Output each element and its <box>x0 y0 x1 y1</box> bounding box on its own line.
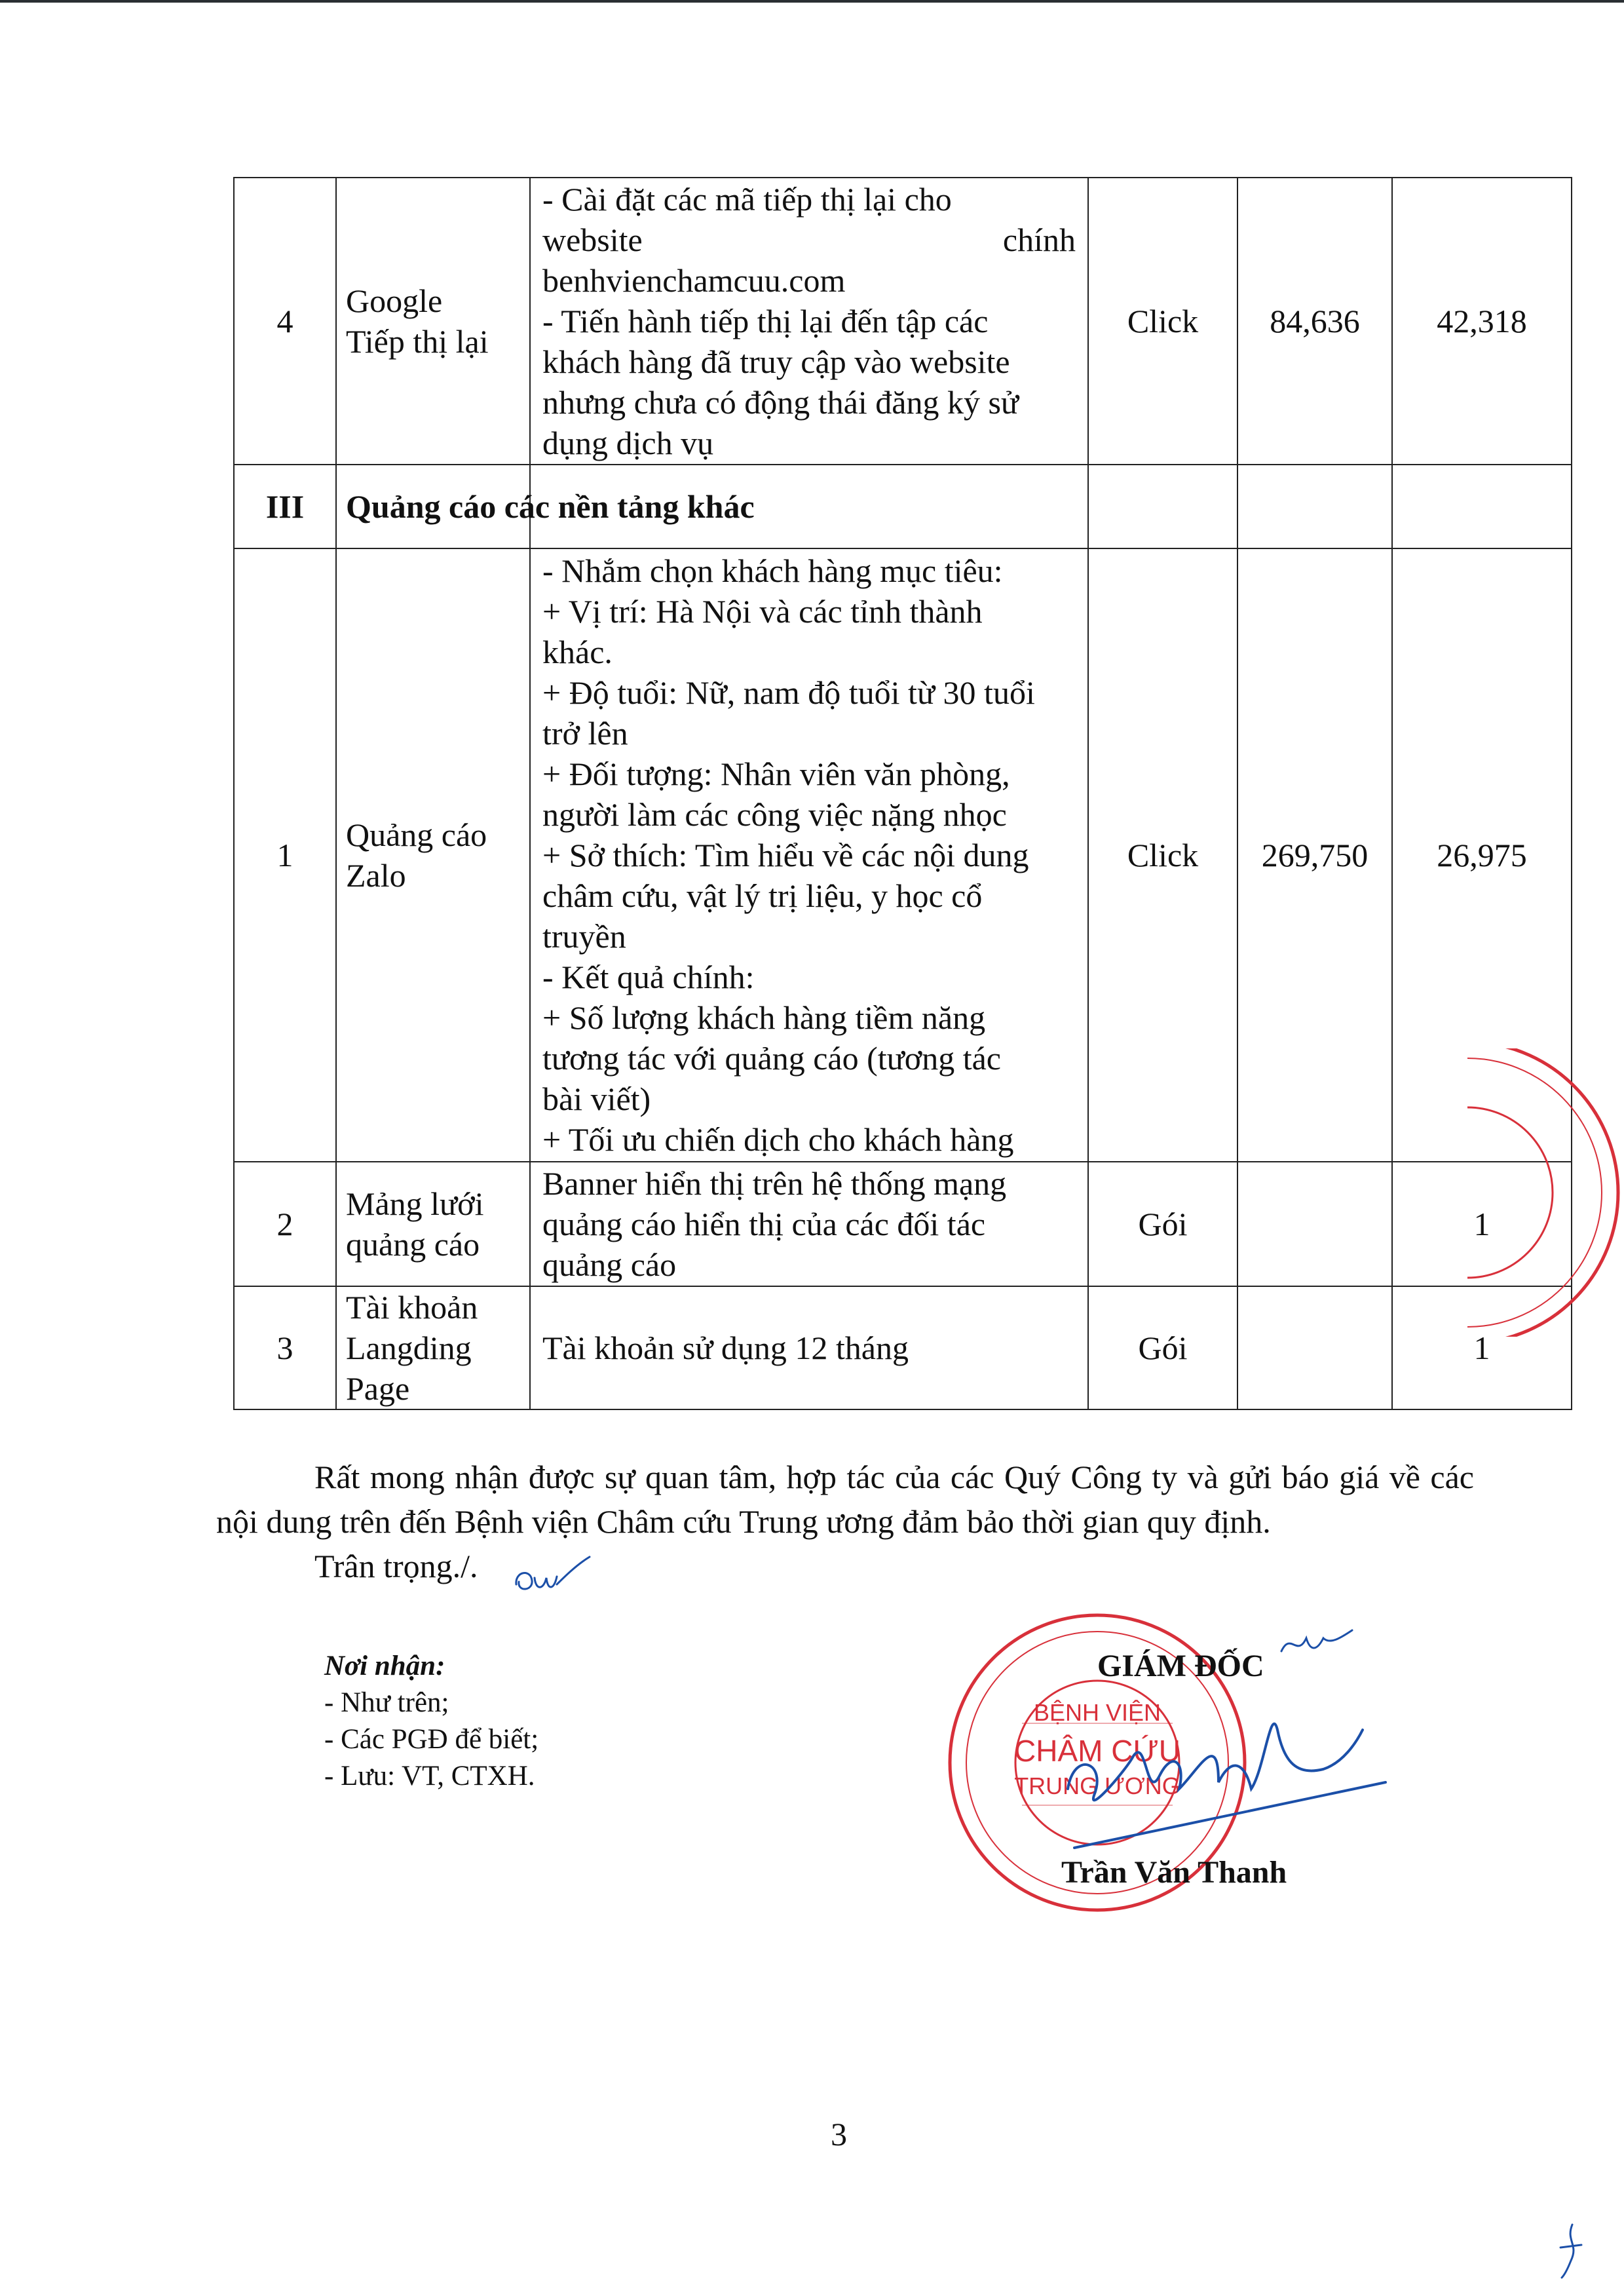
cell-item <box>336 1286 530 1409</box>
description-line: - Cài đặt các mã tiếp thị lại cho <box>542 181 952 218</box>
cell-unit: Click <box>1088 548 1237 1162</box>
description-line: + Tối ưu chiến dịch cho khách hàng <box>542 1121 1014 1158</box>
closing-paragraph: Rất mong nhận được sự quan tâm, hợp tác của các Quý Công ty và gửi báo giá về các nội dung trên đến Bệnh viện Châm cứu Trung ương đảm bảo thời gian quy định. <box>216 1459 1474 1540</box>
cell-number: III <box>234 465 336 548</box>
page-initial-mark <box>1553 2221 1592 2280</box>
description-line: + Đối tượng: Nhân viên văn phòng, <box>542 756 1010 792</box>
table-row <box>234 1162 1572 1286</box>
description-line: Tài khoản sử dụng 12 tháng <box>542 1330 909 1366</box>
description-line: khác. <box>542 634 613 670</box>
description-line: tương tác với quảng cáo (tương tác <box>542 1040 1001 1077</box>
item-line: Zalo <box>346 857 406 894</box>
item-line: Tiếp thị lại <box>346 323 489 360</box>
description-line: - Tiến hành tiếp thị lại đến tập các <box>542 303 989 339</box>
recipient-item: - Như trên; <box>324 1687 449 1718</box>
cell-quantity: 269,750 <box>1237 548 1392 1162</box>
table-section-row <box>234 465 1572 548</box>
item-line: Quảng cáo <box>346 816 487 853</box>
recipients-title: Nơi nhận: <box>324 1651 445 1681</box>
description-line: người làm các công việc nặng nhọc <box>542 796 1007 833</box>
item-line: Langding <box>346 1330 472 1366</box>
table-row <box>234 548 1572 1162</box>
closing-regards: Trân trọng./. <box>314 1548 478 1584</box>
table-row <box>234 1286 1572 1409</box>
recipients-block <box>324 1648 538 1795</box>
description-line: + Số lượng khách hàng tiềm năng <box>542 999 986 1036</box>
cell-number: 2 <box>234 1162 336 1286</box>
item-line: Quảng cáo các nền tảng khác <box>346 488 755 525</box>
cell-description <box>530 1162 1088 1286</box>
partial-stamp-margin <box>1467 1048 1624 1337</box>
recipient-item: - Lưu: VT, CTXH. <box>324 1761 535 1791</box>
description-line: - Nhắm chọn khách hàng mục tiêu: <box>542 552 1003 589</box>
description-line: + Vị trí: Hà Nội và các tỉnh thành <box>542 593 983 630</box>
description-line: nhưng chưa có động thái đăng ký sử <box>542 384 1019 421</box>
description-line: Banner hiển thị trên hệ thống mạng <box>542 1165 1007 1202</box>
signer-title: GIÁM ĐỐC <box>1097 1649 1264 1683</box>
director-signature <box>1048 1691 1389 1854</box>
item-line: quảng cáo <box>346 1226 480 1263</box>
cell-item <box>336 548 530 1162</box>
cell-price: 26,975 <box>1392 548 1572 1162</box>
item-line: Page <box>346 1370 410 1407</box>
cell-unit: Gói <box>1088 1162 1237 1286</box>
item-line: Tài khoản <box>346 1289 478 1326</box>
cell-description <box>530 1286 1088 1409</box>
cell-item <box>336 178 530 465</box>
recipient-item: - Các PGĐ để biết; <box>324 1724 539 1755</box>
description-line: benhvienchamcuu.com <box>542 262 846 299</box>
cell-price <box>1392 465 1572 548</box>
page-number: 3 <box>831 2116 847 2152</box>
cell-item <box>336 465 755 548</box>
cell-description <box>530 178 1088 465</box>
cell-price: 42,318 <box>1392 178 1572 465</box>
cell-number: 3 <box>234 1286 336 1409</box>
description-line: trở lên <box>542 715 628 752</box>
description-word: chính <box>1002 221 1076 258</box>
description-line: dụng dịch vụ <box>542 425 714 461</box>
cell-price: 1 <box>1392 1286 1572 1409</box>
cell-quantity: 84,636 <box>1237 178 1392 465</box>
description-line: quảng cáo <box>542 1246 677 1283</box>
description-line: + Độ tuổi: Nữ, nam độ tuổi từ 30 tuổi <box>542 674 1035 711</box>
cell-number: 1 <box>234 548 336 1162</box>
signer-name: Trần Văn Thanh <box>1061 1855 1287 1890</box>
stamp-line-1: BỆNH VIỆN <box>1033 1699 1161 1726</box>
scan-top-edge <box>0 0 1624 3</box>
closing-section <box>216 1455 1474 1584</box>
description-line: truyền <box>542 918 626 955</box>
cell-number: 4 <box>234 178 336 465</box>
table-row <box>234 178 1572 465</box>
cell-unit <box>1088 465 1237 548</box>
description-line: - Kết quả chính: <box>542 959 755 995</box>
cell-quantity <box>1237 1286 1392 1409</box>
quotation-table <box>233 177 1572 1410</box>
initial-signature-1 <box>511 1552 609 1604</box>
cell-unit: Gói <box>1088 1286 1237 1409</box>
stamp-line-2: CHÂM CỨU <box>1014 1734 1180 1768</box>
description-line: khách hàng đã truy cập vào website <box>542 343 1010 380</box>
cell-quantity <box>1237 1162 1392 1286</box>
description-line: quảng cáo hiển thị của các đối tác <box>542 1206 986 1242</box>
cell-item <box>336 1162 530 1286</box>
cell-quantity <box>1237 465 1392 548</box>
cell-unit: Click <box>1088 178 1237 465</box>
item-line: Google <box>346 282 443 319</box>
description-line: + Sở thích: Tìm hiểu về các nội dung <box>542 837 1029 873</box>
description-line: bài viết) <box>542 1081 651 1117</box>
initial-signature-2 <box>1277 1625 1356 1664</box>
description-word: website <box>542 221 643 258</box>
cell-price: 1 <box>1392 1162 1572 1286</box>
item-line: Mảng lưới <box>346 1185 484 1222</box>
description-line <box>542 220 1076 260</box>
description-line: châm cứu, vật lý trị liệu, y học cổ <box>542 877 983 914</box>
stamp-line-3: TRUNG ƯƠNG <box>1014 1772 1180 1799</box>
cell-description <box>530 548 1088 1162</box>
